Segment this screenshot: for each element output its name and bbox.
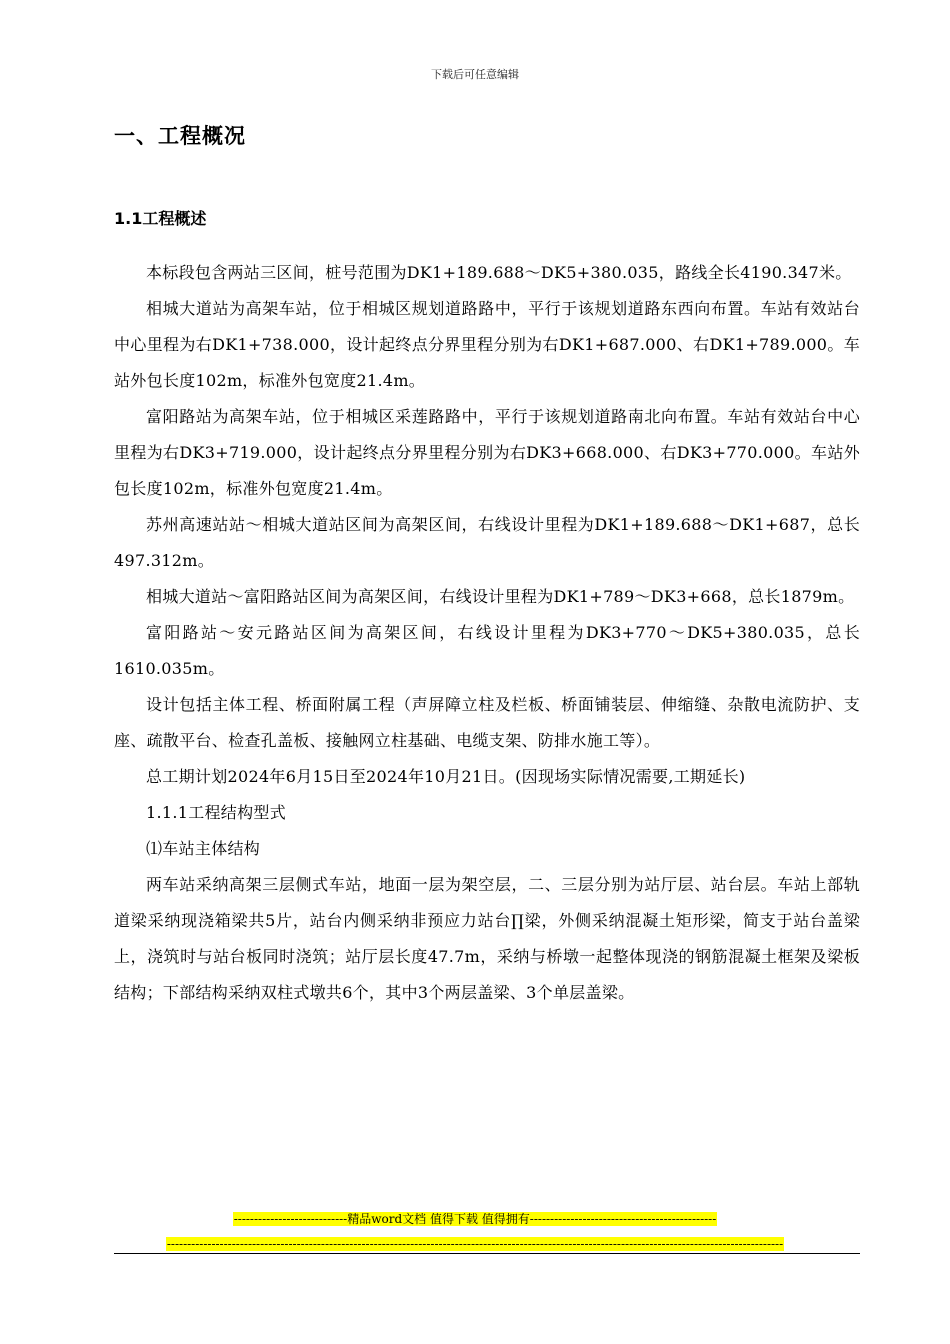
subheading-structure-type: 1.1.1工程结构型式 (146, 803, 287, 822)
subheading-station-structure: ⑴车站主体结构 (146, 839, 261, 858)
paragraph-schedule: 总工期计划2024年6月15日至2024年10月21日。(因现场实际情况需要,工期延长) (146, 767, 746, 786)
paragraph-section-2: 相城大道站～富阳路站区间为高架区间，右线设计里程为DK1+789～DK3+668，总长1879m。 (146, 587, 855, 606)
paragraph-fuyang-station: 富阳路站为高架车站，位于相城区采莲路路中，平行于该规划道路南北向布置。车站有效站台中心里程为右DK3+719.000，设计起终点分界里程分别为右DK3+668.000、右DK3+770.000。车站外包长度102m，标准外包宽度21.4m。 (114, 407, 860, 498)
footer-rule (114, 1253, 860, 1254)
watermark-banner-2 (0, 1236, 950, 1252)
watermark-banner-1 (0, 1211, 950, 1227)
subsection-heading: 1.1工程概述 (114, 209, 207, 228)
watermark-banner-2-text: -------------------------------------------------------------------------------------------------------------------------------------------------------- (166, 1237, 784, 1251)
document-body (114, 255, 860, 1011)
paragraph-design-scope: 设计包括主体工程、桥面附属工程（声屏障立柱及栏板、桥面铺装层、伸缩缝、杂散电流防护、支座、疏散平台、检查孔盖板、接触网立柱基础、电缆支架、防排水施工等）。 (114, 695, 860, 750)
paragraph-scope: 本标段包含两站三区间，桩号范围为DK1+189.688～DK5+380.035，路线全长4190.347米。 (146, 263, 852, 282)
header-note: 下载后可任意编辑 (431, 68, 519, 81)
section-heading: 一、工程概况 (114, 124, 246, 148)
paragraph-xiangcheng-station: 相城大道站为高架车站，位于相城区规划道路路中，平行于该规划道路东西向布置。车站有效站台中心里程为右DK1+738.000，设计起终点分界里程分别为右DK1+687.000、右DK1+789.000。车站外包长度102m，标准外包宽度21.4m。 (114, 299, 860, 390)
paragraph-section-3: 富阳路站～安元路站区间为高架区间，右线设计里程为DK3+770～DK5+380.035，总长1610.035m。 (114, 623, 860, 678)
paragraph-section-1: 苏州高速站站～相城大道站区间为高架区间，右线设计里程为DK1+189.688～DK1+687，总长497.312m。 (114, 515, 860, 570)
watermark-banner-1-text: ----------------------------精品word文档 值得下载 值得拥有---------------------------------------------- (233, 1212, 717, 1226)
paragraph-station-structure: 两车站采纳高架三层侧式车站，地面一层为架空层，二、三层分别为站厅层、站台层。车站上部轨道梁采纳现浇箱梁共5片，站台内侧采纳非预应力站台∏梁，外侧采纳混凝土矩形梁，简支于站台盖梁上，浇筑时与站台板同时浇筑；站厅层长度47.7m，采纳与桥墩一起整体现浇的钢筋混凝土框架及梁板结构；下部结构采纳双柱式墩共6个，其中3个两层盖梁、3个单层盖梁。 (114, 875, 860, 1002)
